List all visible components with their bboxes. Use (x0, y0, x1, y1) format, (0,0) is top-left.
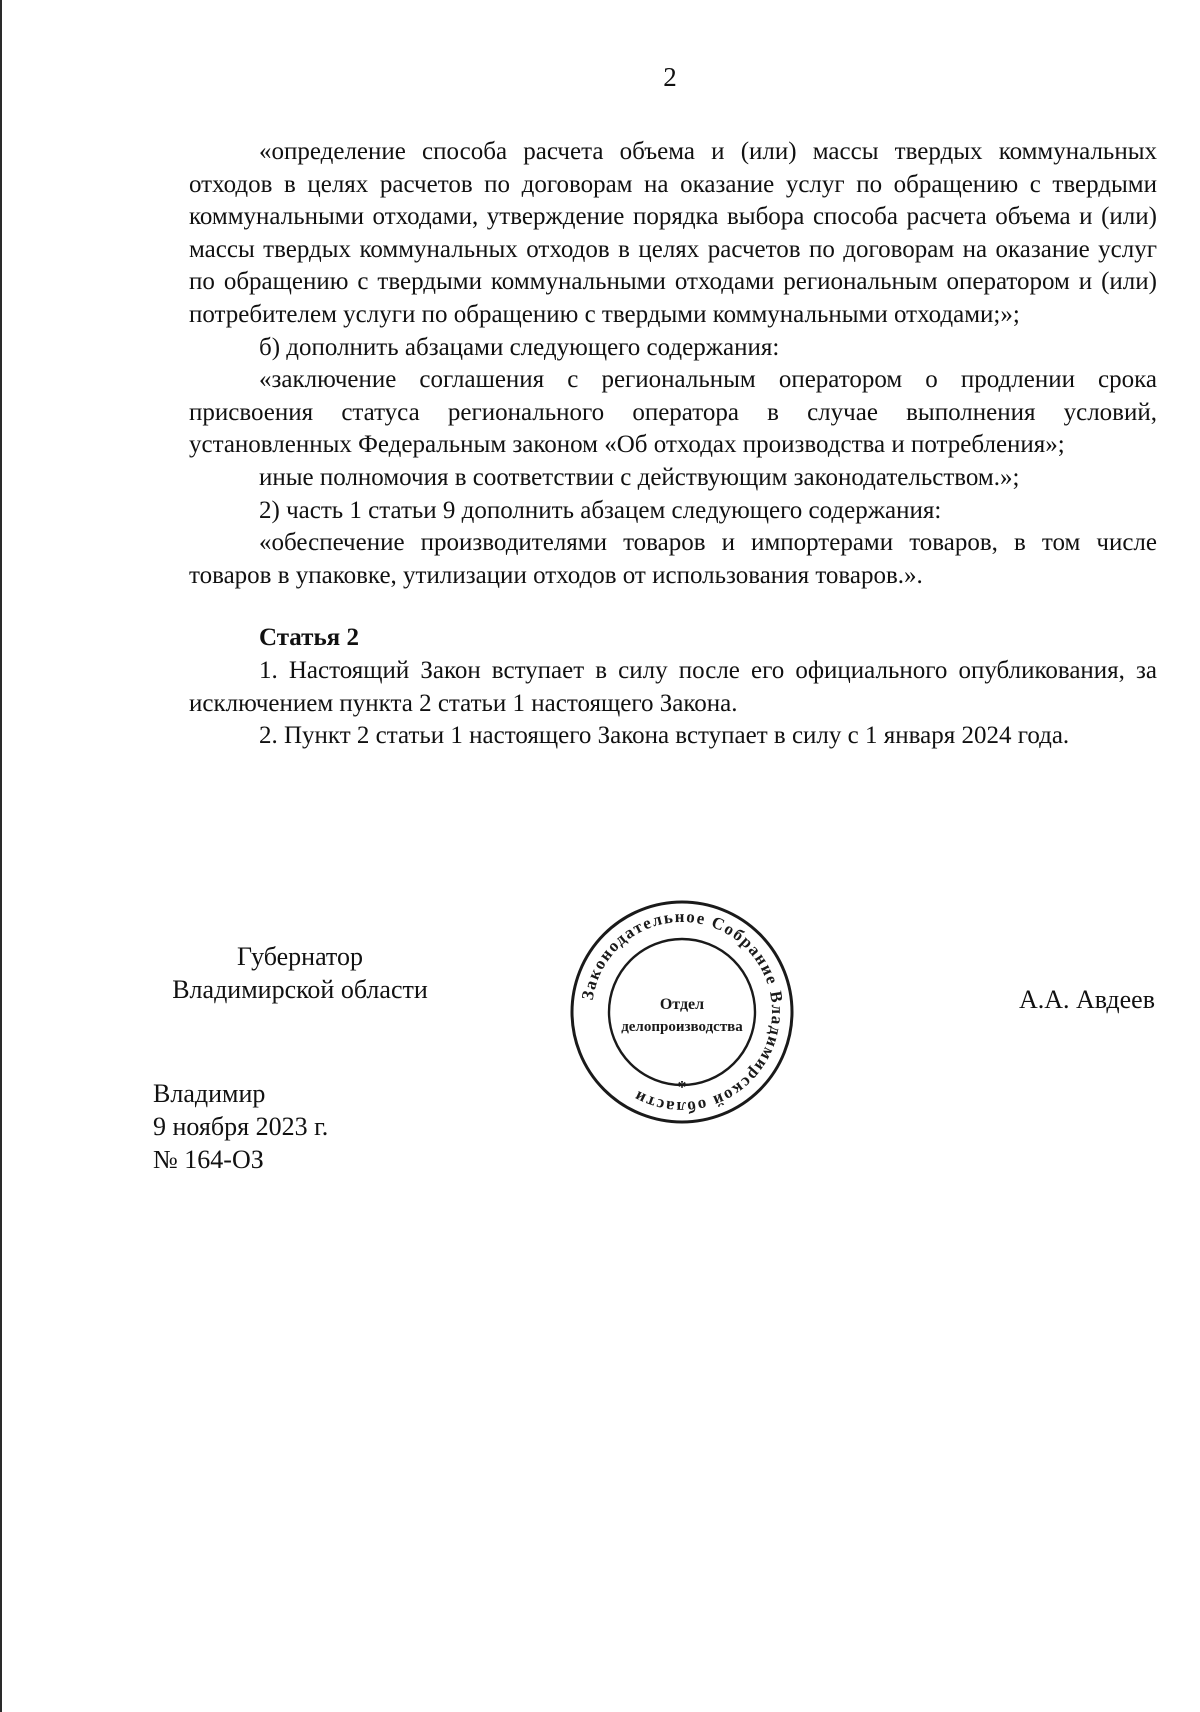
article-2-item-2: 2. Пункт 2 статьи 1 настоящего Закона вступает в силу с 1 января 2024 года. (259, 722, 1070, 750)
paragraph-definition-method: «определение способа расчета объема и (или) массы твердых коммунальных отходов в целях расчетов по договорам на оказание услуг по обращению с твердыми коммунальными отходами, утверждение порядка выбора способа расчета объема и (или) массы твердых коммунальных отходов в целях расчетов по договорам на оказание услуг по обращению с твердыми коммунальными отходами региональным оператором и (или) потребителем услуги по обращению с твердыми коммунальными отходами;»; (189, 138, 1157, 328)
position-line-1: Губернатор (237, 942, 363, 971)
place-date-block (153, 1077, 328, 1176)
article-2-item-1: 1. Настоящий Закон вступает в силу после его официального опубликования, за исключением пункта 2 статьи 1 настоящего Закона. (189, 656, 1157, 717)
signatory-position (150, 940, 450, 1006)
document-body (189, 136, 1157, 753)
city: Владимир (153, 1079, 266, 1108)
signatory-name: А.А. Авдеев (1018, 985, 1155, 1014)
seal-ring-text: Законодательное Собрание Владимирской области (577, 906, 788, 1118)
paragraph-producers: «обеспечение производителями товаров и импортерами товаров, в том числе товаров в упаковке, утилизации отходов от использования товаров.». (189, 529, 1157, 589)
seal-center-line-1: Отдел (659, 996, 705, 1013)
law-number: № 164-ОЗ (153, 1145, 264, 1174)
paragraph-agreement: «заключение соглашения с региональным оператором о продлении срока присвоения статуса регионального оператора в случае выполнения условий, установленных Федеральным законом «Об отходах производства и потребления»; (189, 366, 1157, 459)
official-seal (567, 897, 797, 1127)
page-number: 2 (663, 62, 677, 92)
seal-center-line-2: делопроизводства (621, 1019, 743, 1035)
seal-star: * (677, 1077, 687, 1097)
paragraph-amendment-b: б) дополнить абзацами следующего содержания: (259, 333, 780, 361)
article-2-heading: Статья 2 (259, 624, 359, 652)
paragraph-other-powers: иные полномочия в соответствии с действующим законодательством.»; (259, 463, 1020, 491)
date: 9 ноября 2023 г. (153, 1112, 329, 1141)
position-line-2: Владимирской области (172, 975, 428, 1004)
scan-left-edge (0, 0, 2, 1712)
paragraph-amendment-2: 2) часть 1 статьи 9 дополнить абзацем следующего содержания: (259, 496, 942, 524)
